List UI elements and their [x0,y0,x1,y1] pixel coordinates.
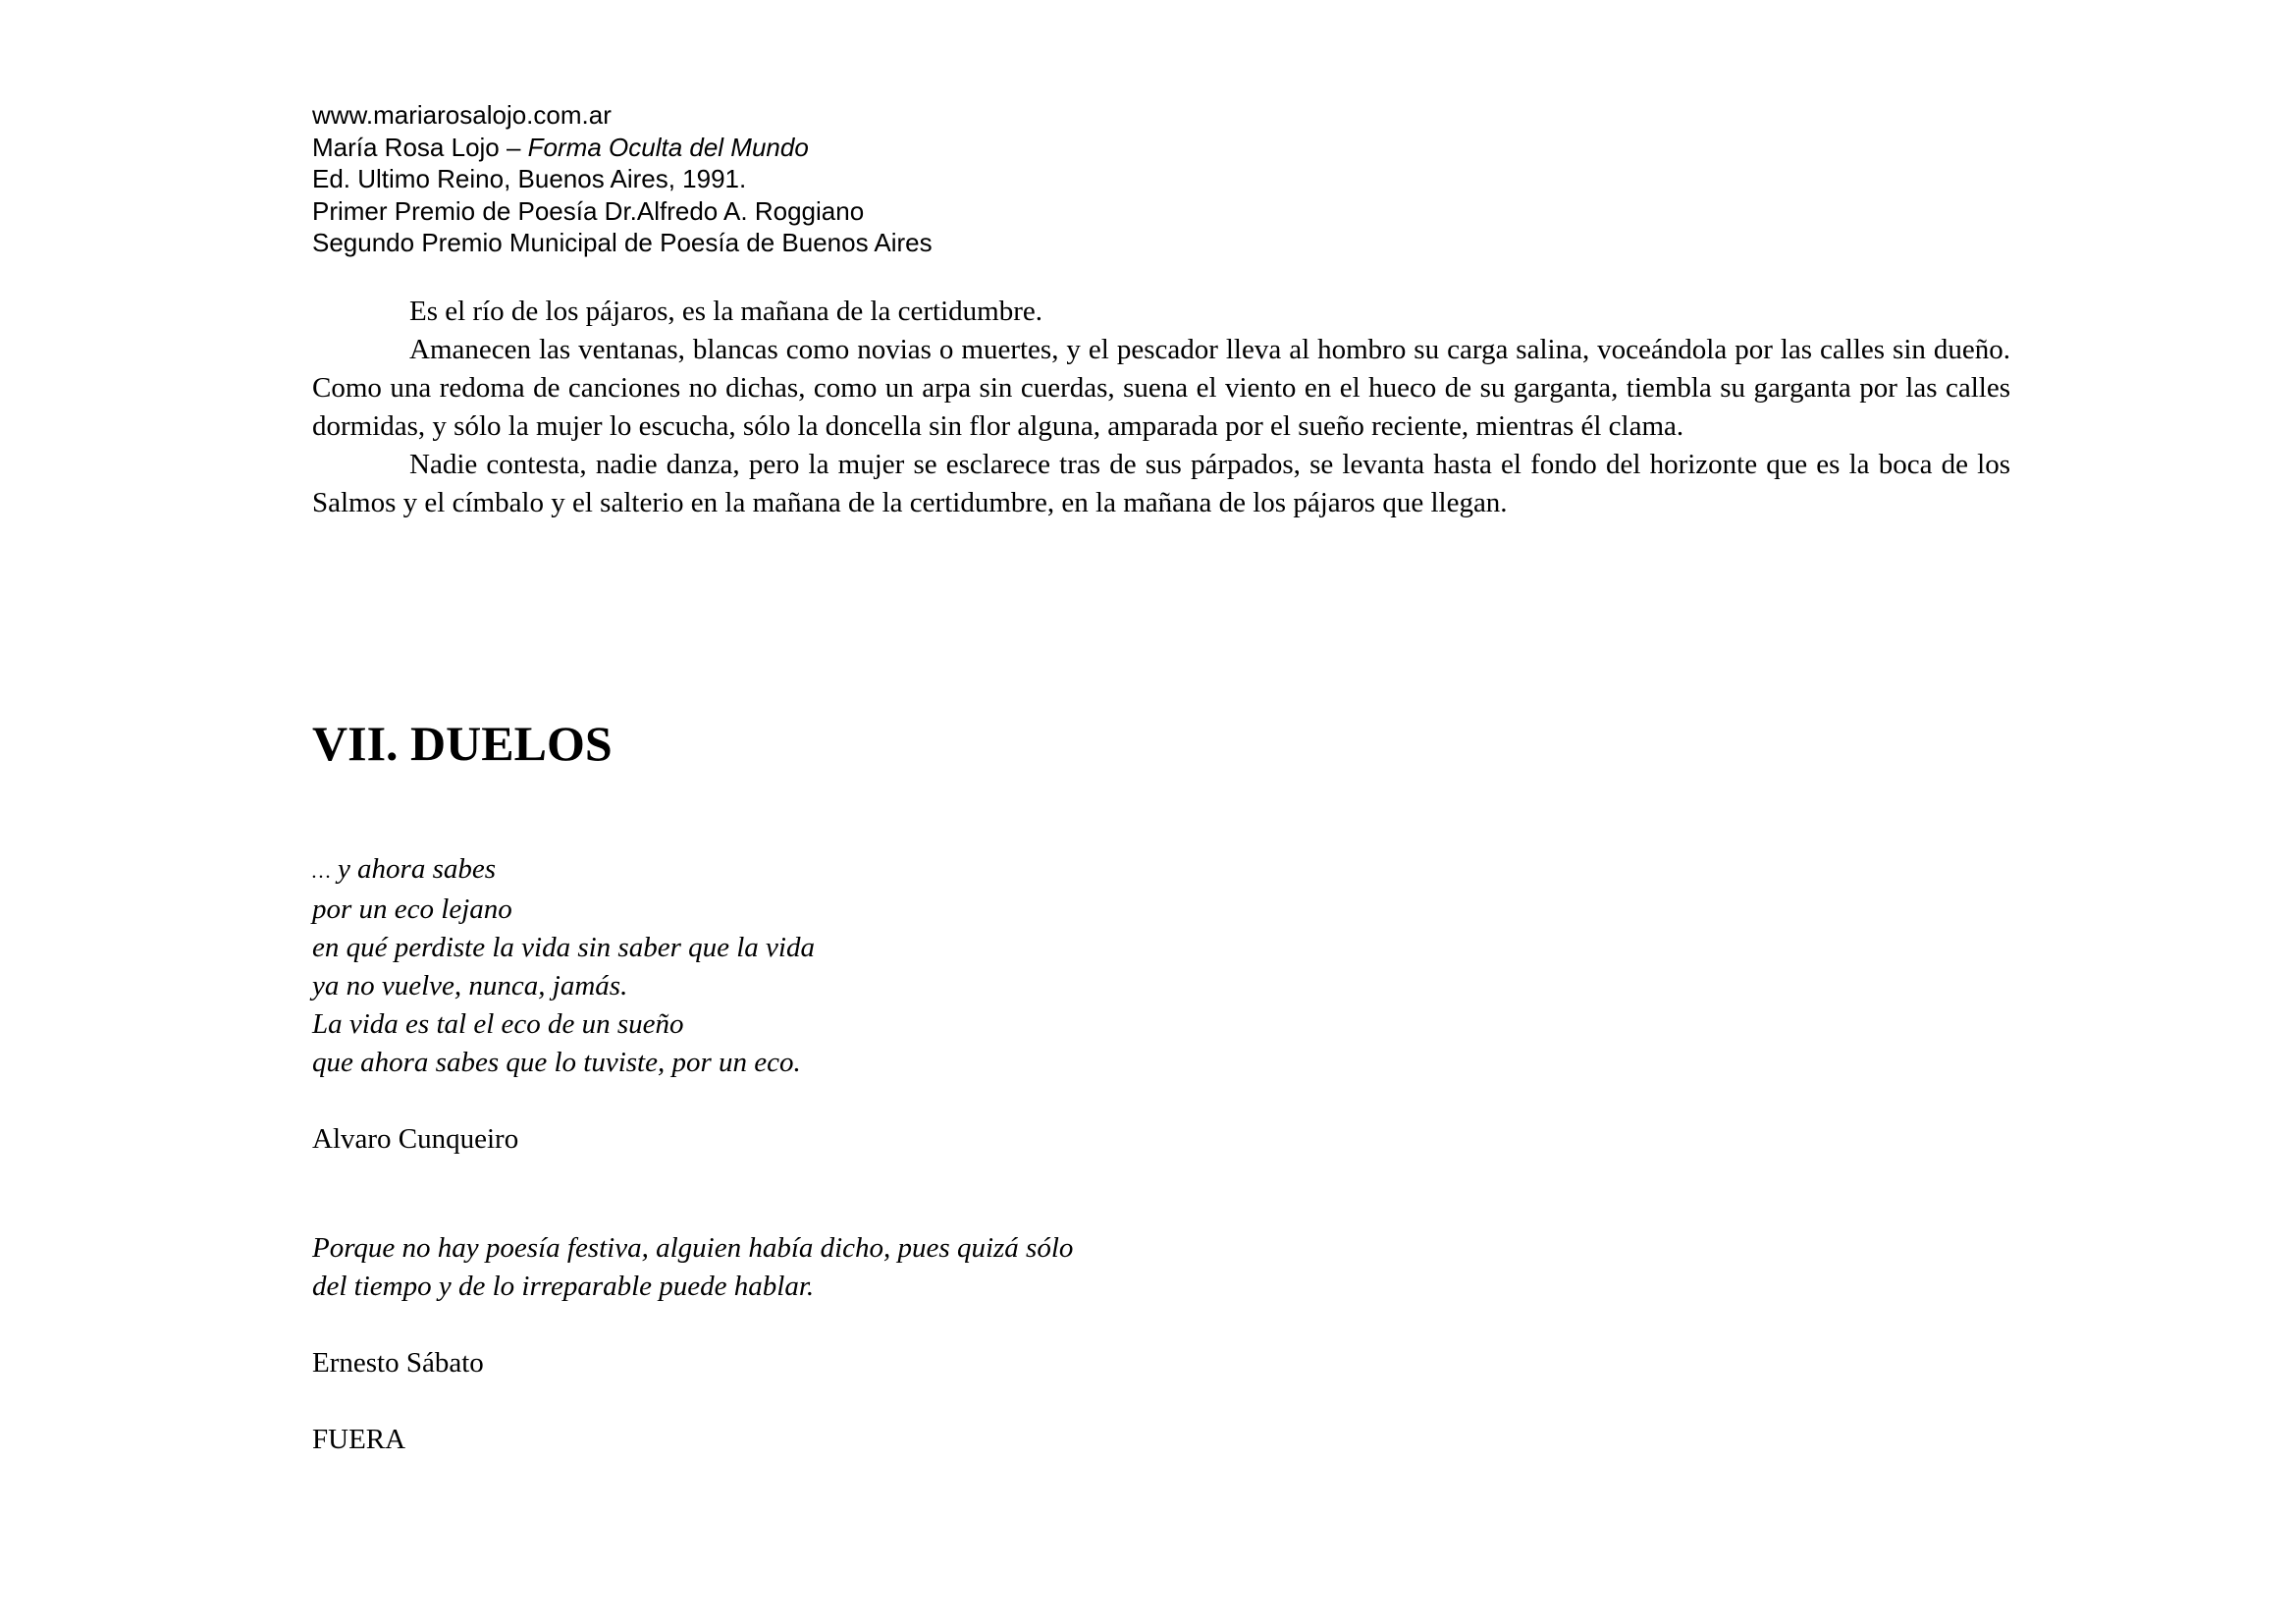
edition-line: Ed. Ultimo Reino, Buenos Aires, 1991. [312,164,747,193]
epigraph-author: Alvaro Cunqueiro [312,1123,519,1155]
verse-text: y ahora sabes [330,853,497,885]
verse-line-2: por un eco lejano [312,893,512,925]
website-link[interactable]: www.mariarosalojo.com.ar [312,100,612,130]
verse-line-3: en qué perdiste la vida sin saber que la vida [312,932,815,963]
source-header [312,99,1686,259]
epigraph-sabato [312,1229,1686,1382]
verse-line-4: ya no vuelve, nunca, jamás. [312,970,628,1001]
award-line-1: Primer Premio de Poesía Dr.Alfredo A. Roggiano [312,195,865,226]
verse-line-6: que ahora sabes que lo tuviste, por un eco. [312,1047,801,1078]
verse-line-5: La vida es tal el eco de un sueño [312,1008,684,1040]
prose-paragraph-1: Es el río de los pájaros, es la mañana de la certidumbre. [409,296,1043,327]
ellipsis-mark: … [312,859,331,883]
prose-poem [312,293,2010,522]
book-title: Forma Oculta del Mundo [527,132,809,162]
epigraph-cunqueiro [312,850,1686,1159]
author-name: María Rosa Lojo – [312,132,528,162]
epigraph-author: Ernesto Sábato [312,1347,484,1379]
award-line-2: Segundo Premio Municipal de Poesía de Buenos Aires [312,228,933,257]
prose-paragraph-2: Amanecen las ventanas, blancas como novias o muertes, y el pescador lleva al hombro su carga salina, voceándola por las calles sin dueño. Como una redoma de canciones no dichas, como un arpa sin cuerdas, suena el viento en el hueco de su garganta, tiembla su garganta por las calles dormidas, y sólo la mujer lo escucha, sólo la doncella sin flor alguna, amparada por el sueño reciente, mientras él clama. [312,334,2010,442]
poem-title: FUERA [312,1424,406,1455]
prose-paragraph-3: Nadie contesta, nadie danza, pero la mujer se esclarece tras de sus párpados, se levanta hasta el fondo del horizonte que es la boca de los Salmos y el címbalo y el salterio en la mañana de la certidumbre, en la mañana de los pájaros que llegan. [312,449,2010,518]
section-heading: VII. DUELOS [312,716,613,771]
verse-line-2: del tiempo y de lo irreparable puede hablar. [312,1271,815,1302]
verse-line-1 [312,850,1686,891]
verse-line-1: Porque no hay poesía festiva, alguien había dicho, pues quizá sólo [312,1232,1074,1264]
author-book-line [312,132,1686,164]
